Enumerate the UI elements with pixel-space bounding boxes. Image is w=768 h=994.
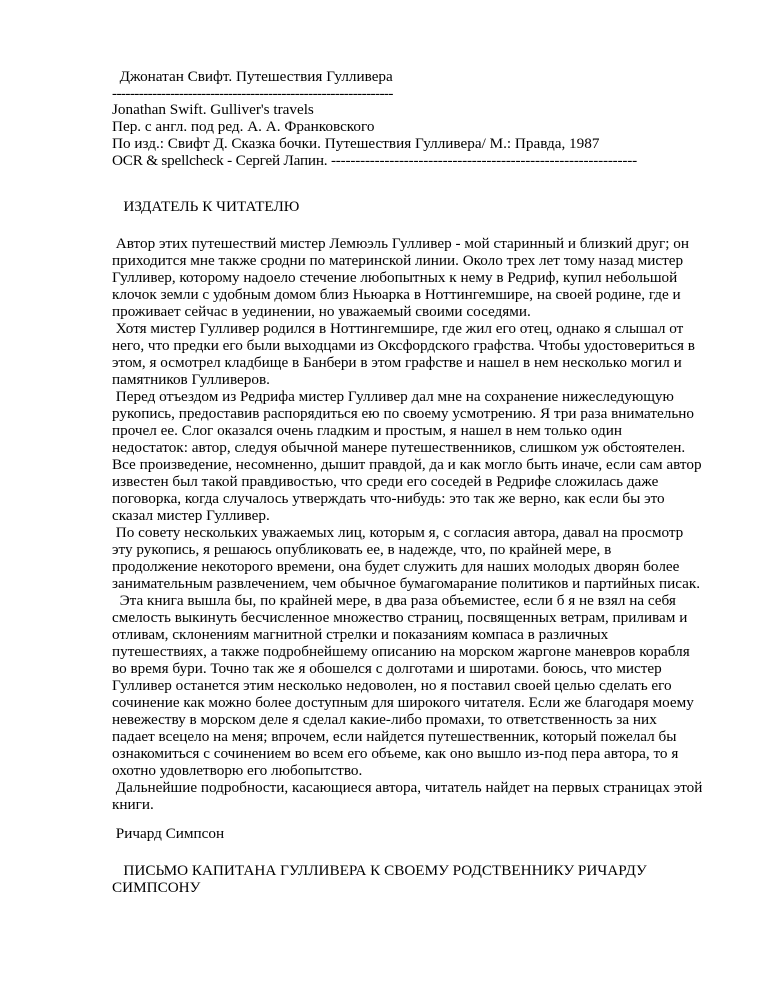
- paragraph-line: Эта книга вышла бы, по крайней мере, в два раза объемистее, если б я не взял на себя: [112, 592, 676, 609]
- paragraph-line: сочинение как можно более доступным для широкого читателя. Если же благодаря моему: [112, 694, 694, 711]
- paragraph-line: поговорка, когда случалось утверждать что-нибудь: это так же верно, как если бы это: [112, 490, 665, 507]
- paragraph-line: сказал мистер Гулливер.: [112, 507, 270, 524]
- signature: Ричард Симпсон: [112, 825, 225, 842]
- paragraph-line: недостаток: автор, следуя обычной манере путешественников, слишком уж обстоятелен.: [112, 439, 686, 456]
- paragraph-line: Автор этих путешествий мистер Лемюэль Гулливер - мой старинный и близкий друг; он: [112, 235, 689, 252]
- paragraph-line: Хотя мистер Гулливер родился в Ноттингемшире, где жил его отец, однако я слышал от: [112, 320, 684, 337]
- paragraph-line: невежеству в морском деле я сделал какие-либо промахи, то ответственность за них: [112, 711, 657, 728]
- paragraph-line: Гулливер останется этим несколько недоволен, но я поставил своей целью сделать его: [112, 677, 672, 694]
- paragraph-line: известен был такой правдивостью, что среди его соседей в Редрифе сложилась даже: [112, 473, 659, 490]
- paragraph-line: занимательным развлечением, чем обычное бумагомарание политиков и партийных писак.: [112, 575, 701, 592]
- paragraph-line: охотно удовлетворю его любопытство.: [112, 762, 363, 779]
- section-heading-letter-continued: СИМПСОНУ: [112, 879, 201, 896]
- edition-info: По изд.: Свифт Д. Сказка бочки. Путешествия Гулливера/ М.: Правда, 1987: [112, 135, 600, 152]
- paragraph-line: этом, я осмотрел кладбище в Банбери в этом графстве и нашел в нем несколько могил и: [112, 354, 682, 371]
- paragraph-line: ознакомиться с сочинением во всем его объеме, как оно вышло из-под пера автора, то я: [112, 745, 679, 762]
- section-heading-publisher: ИЗДАТЕЛЬ К ЧИТАТЕЛЮ: [112, 198, 300, 215]
- paragraph-line: путешествиях, а также подробнейшему описанию на морском жаргоне маневров корабля: [112, 643, 690, 660]
- section-heading-letter: ПИСЬМО КАПИТАНА ГУЛЛИВЕРА К СВОЕМУ РОДСТВЕННИКУ РИЧАРДУ: [112, 862, 647, 879]
- paragraph-line: приходится мне также сродни по материнской линии. Около трех лет тому назад мистер: [112, 252, 684, 269]
- paragraph-line: проживает сейчас в уединении, но уважаемый своими соседями.: [112, 303, 531, 320]
- paragraph-line: отливам, склонениям магнитной стрелки и показаниям компаса в различных: [112, 626, 609, 643]
- ocr-credit: OCR & spellcheck - Сергей Лапин. ---------------------------------------------------------------: [112, 152, 637, 169]
- paragraph-line: смелость выкинуть бесчисленное множество страниц, посвященных ветрам, приливам и: [112, 609, 688, 626]
- paragraph-line: По совету нескольких уважаемых лиц, которым я, с согласия автора, давал на просмотр: [112, 524, 684, 541]
- paragraph-line: прочел ее. Слог оказался очень гладким и простым, я нашел в нем только один: [112, 422, 622, 439]
- paragraph-line: клочок земли с удобным домом близ Ньюарка в Ноттингемшире, на своей родине, где и: [112, 286, 681, 303]
- translation-credit: Пер. с англ. под ред. А. А. Франковского: [112, 118, 375, 135]
- paragraph-line: Гулливер, которому надоело стечение любопытных к нему в Редриф, купил небольшой: [112, 269, 678, 286]
- paragraph-line: эту рукопись, я решаюсь опубликовать ее, в надежде, что, по крайней мере, в: [112, 541, 612, 558]
- book-title: Джонатан Свифт. Путешествия Гулливера: [112, 68, 393, 85]
- paragraph-line: продолжение некоторого времени, она будет служить для наших молодых дворян более: [112, 558, 680, 575]
- paragraph-line: Дальнейшие подробности, касающиеся автора, читатель найдет на первых страницах этой: [112, 779, 703, 796]
- paragraph-line: падает всецело на меня; впрочем, если найдется путешественник, который пожелал бы: [112, 728, 677, 745]
- paragraph-line: книги.: [112, 796, 154, 813]
- paragraph-line: памятников Гулливеров.: [112, 371, 270, 388]
- paragraph-line: Перед отъездом из Редрифа мистер Гулливер дал мне на сохранение нижеследующую: [112, 388, 674, 405]
- paragraph-line: рукопись, предоставив распорядиться ею по своему усмотрению. Я три раза внимательно: [112, 405, 695, 422]
- header-rule: ---------------------------------------------------------------: [112, 85, 393, 102]
- original-title: Jonathan Swift. Gulliver's travels: [112, 101, 314, 118]
- paragraph-line: Все произведение, несомненно, дышит правдой, да и как могло быть иначе, если сам автор: [112, 456, 702, 473]
- paragraph-line: него, что предки его были выходцами из Оксфордского графства. Чтобы удостовериться в: [112, 337, 695, 354]
- paragraph-line: во время бури. Точно так же я обошелся с долготами и широтами. боюсь, что мистер: [112, 660, 662, 677]
